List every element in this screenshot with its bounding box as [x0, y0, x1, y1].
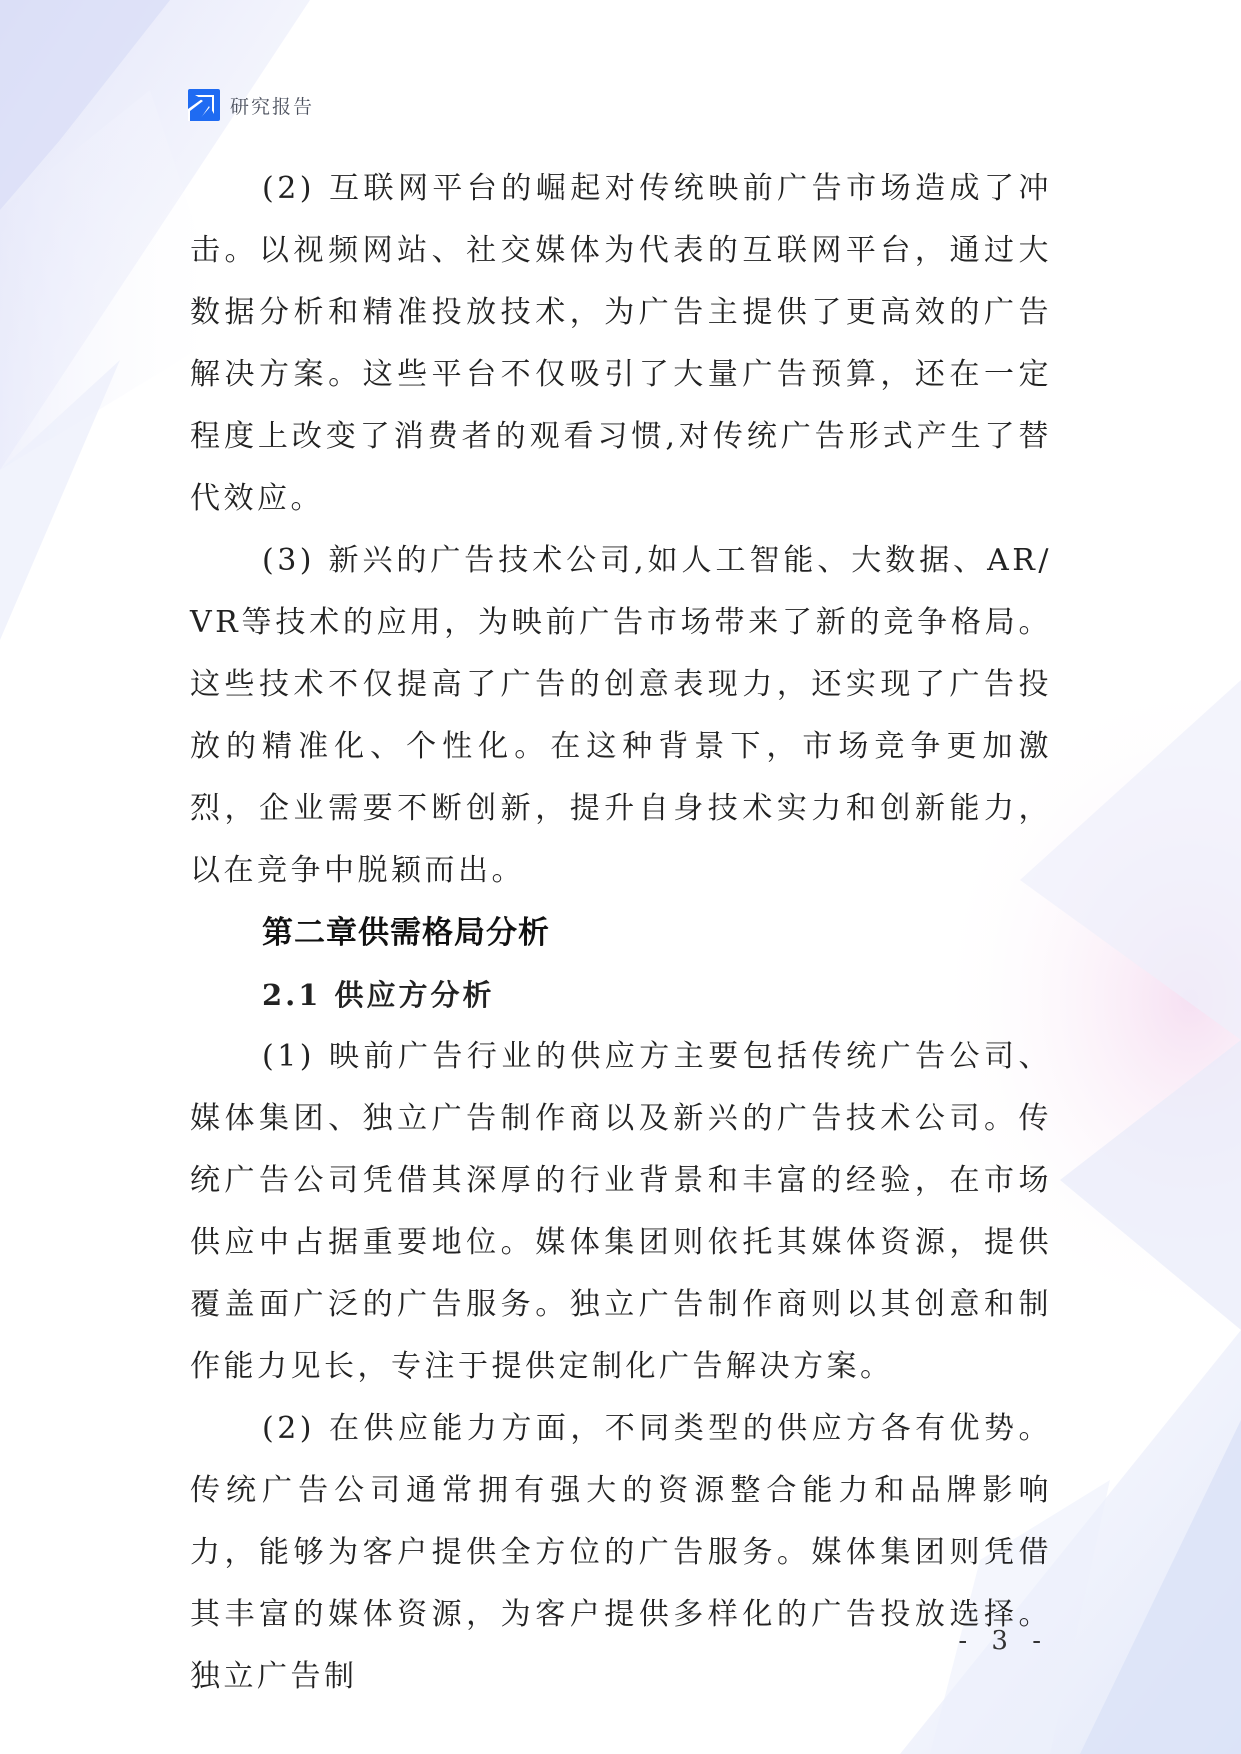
section-title: 2.1 供应方分析 — [262, 978, 495, 1012]
paragraph: (1) 映前广告行业的供应方主要包括传统广告公司、媒体集团、独立广告制作商以及新兴的广告技术公司。传统广告公司凭借其深厚的行业背景和丰富的经验，在市场供应中占据重要地位。媒体集团则依托其媒体资源，提供覆盖面广泛的广告服务。独立广告制作商则以其创意和制作能力见长，专注于提供定制化广告解决方案。 — [190, 1039, 1052, 1384]
paragraph: (2) 互联网平台的崛起对传统映前广告市场造成了冲击。以视频网站、社交媒体为代表的互联网平台，通过大数据分析和精准投放技术，为广告主提供了更高效的广告解决方案。这些平台不仅吸引了大量广告预算，还在一定程度上改变了消费者的观看习惯,对传统广告形式产生了替代效应。 — [190, 171, 1052, 516]
paragraph: (2) 在供应能力方面，不同类型的供应方各有优势。传统广告公司通常拥有强大的资源整合能力和品牌影响力，能够为客户提供全方位的广告服务。媒体集团则凭借其丰富的媒体资源，为客户提供多样化的广告投放选择。独立广告制 — [190, 1411, 1052, 1694]
arrow-logo-icon — [188, 89, 220, 121]
brand-label: 研究报告 — [230, 95, 315, 118]
page-number: - 3 - — [958, 1626, 1049, 1656]
paragraph: (3) 新兴的广告技术公司,如人工智能、大数据、AR/VR等技术的应用，为映前广告市场带来了新的竞争格局。这些技术不仅提高了广告的创意表现力，还实现了广告投放的精准化、个性化。在这种背景下，市场竞争更加激烈，企业需要不断创新，提升自身技术实力和创新能力，以在竞争中脱颖而出。 — [190, 543, 1052, 888]
report-header — [188, 88, 314, 122]
chapter-title: 第二章供需格局分析 — [262, 915, 550, 951]
document-body — [190, 158, 1052, 1708]
